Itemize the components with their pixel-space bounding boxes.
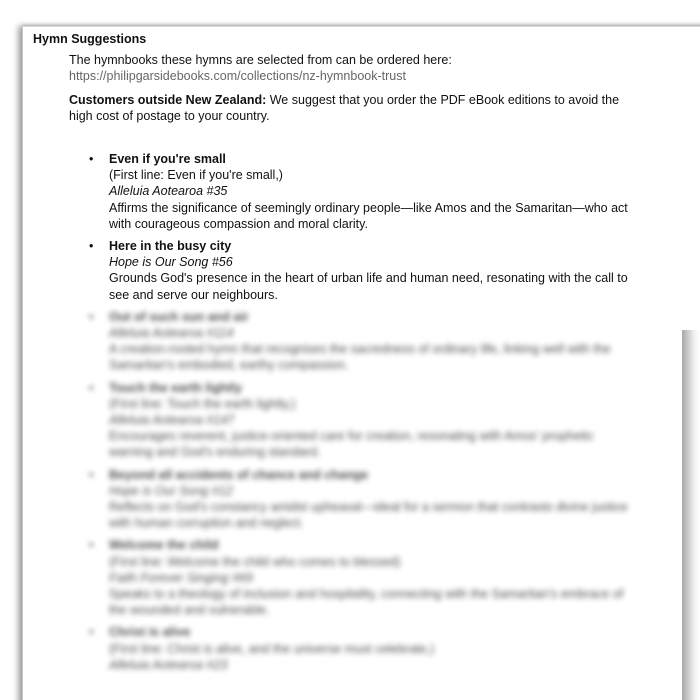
hymn-title: Beyond all accidents of chance and change	[109, 467, 369, 482]
hymn-title: Out of such sun and air	[109, 309, 249, 324]
list-item	[69, 467, 634, 532]
hymn-first-line: (First line: Touch the earth lightly,)	[109, 396, 296, 411]
hymn-title: Touch the earth lightly	[109, 380, 243, 395]
hymn-description: Grounds God's presence in the heart of urban life and human need, resonating with the call to see and serve our neighbours.	[109, 271, 628, 302]
hymn-book: Alleluia Aotearoa #23	[109, 657, 228, 672]
hymn-description: A creation-rooted hymn that recognises the sacredness of ordinary life, linking well with the Samaritan's embodied, earthy compassion.	[109, 342, 611, 373]
bullet-icon: •	[89, 625, 94, 640]
bullet-icon: •	[89, 239, 94, 254]
customers-note-text: We suggest that you order the PDF eBook editions to avoid the high cost of postage to your country.	[69, 93, 620, 123]
page-edge-shadow	[682, 330, 700, 700]
bullet-icon: •	[89, 467, 94, 482]
hymn-first-line: (First line: Christ is alive, and the universe must celebrate,)	[109, 641, 435, 656]
list-item	[69, 238, 634, 303]
customers-note-label: Customers outside New Zealand:	[69, 93, 267, 107]
hymn-book: Alleluia Aotearoa #114	[109, 326, 234, 341]
hymn-description: Encourages reverent, justice-oriented care for creation, resonating with Amos' prophetic warning and God's enduring standard.	[109, 429, 594, 460]
bullet-icon: •	[89, 152, 94, 166]
hymn-book: Faith Forever Singing #69	[109, 570, 253, 585]
hymn-book: Hope is Our Song #12	[109, 483, 233, 498]
hymn-book: Hope is Our Song #56	[109, 255, 233, 270]
hymn-description: Reflects on God's constancy amidst upheaval—ideal for a sermon that contrasts divine justice with human corruption and neglect.	[109, 500, 628, 531]
bullet-icon: •	[89, 380, 94, 395]
list-item	[69, 624, 634, 673]
hymn-book: Alleluia Aotearoa #147	[109, 413, 235, 428]
hymn-list	[69, 151, 634, 679]
hymn-description: Affirms the significance of seemingly ordinary people—like Amos and the Samaritan—who act with courageous compassion and moral clarity.	[109, 200, 628, 231]
bullet-icon: •	[89, 309, 94, 324]
order-text: The hymnbooks these hymns are selected from can be ordered here:	[69, 53, 452, 67]
list-item	[69, 537, 634, 618]
list-item	[69, 151, 634, 232]
list-item	[69, 309, 634, 374]
bullet-icon: •	[89, 538, 94, 553]
page-title: Hymn Suggestions	[33, 32, 147, 46]
order-link[interactable]: https://philipgarsidebooks.com/collections/nz-hymnbook-trust	[69, 69, 406, 83]
hymn-first-line: (First line: Even if you're small,)	[109, 168, 283, 183]
hymn-title: Here in the busy city	[109, 239, 232, 254]
hymn-book: Alleluia Aotearoa #35	[109, 184, 228, 199]
hymn-first-line: (First line: Welcome the child who comes to blessed)	[109, 554, 401, 569]
hymn-description: Speaks to a theology of inclusion and hospitality, connecting with the Samaritan's embrace of the wounded and vulnerable.	[109, 587, 624, 618]
hymn-title: Welcome the child	[109, 538, 219, 553]
hymn-title: Christ is alive	[109, 625, 191, 640]
hymn-title: Even if you're small	[109, 152, 226, 166]
list-item	[69, 380, 634, 461]
order-paragraph	[69, 52, 639, 84]
intro-section	[69, 52, 639, 130]
customers-note	[69, 92, 639, 124]
